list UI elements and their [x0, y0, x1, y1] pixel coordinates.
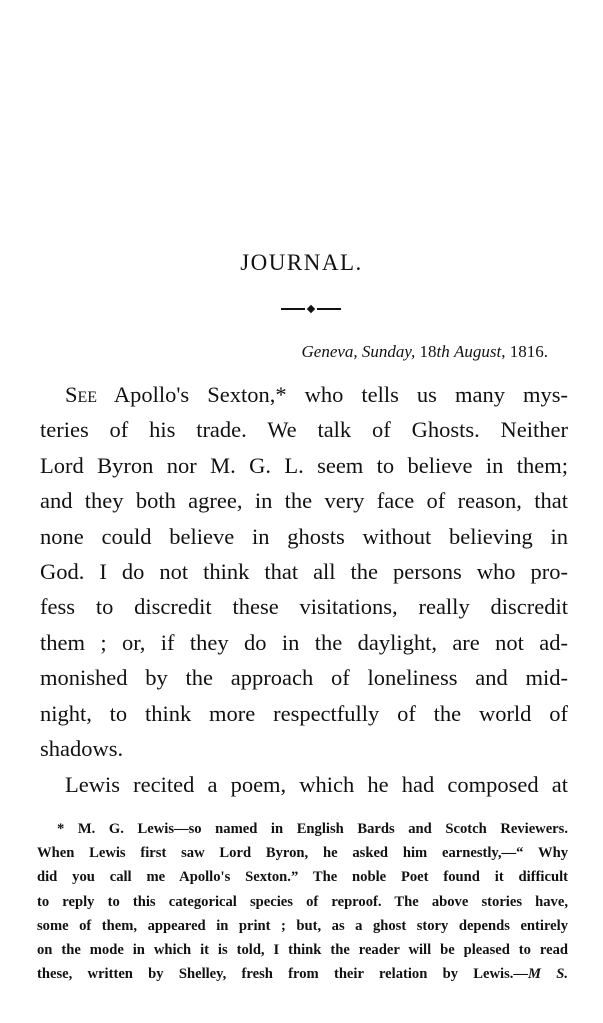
paragraph-line: See Apollo's Sexton,* who tells us many mys-: [65, 382, 568, 407]
dateline-day: Sunday: [361, 342, 412, 361]
drop-word: See: [65, 382, 98, 407]
paragraph-line: shadows.: [40, 735, 124, 761]
paragraph-line: Lord Byron nor M. G. L. seem to believe in them;: [40, 452, 568, 478]
footnote: [37, 817, 568, 986]
dateline-date-ordinal: th: [436, 342, 450, 361]
footnote-line-last: these, written by Shelley, fresh from their relation by Lewis.—M S.: [37, 966, 569, 983]
footnote-line: to reply to this categorical species of reproof. The above stories have,: [37, 893, 568, 910]
dateline-month: August: [454, 342, 502, 361]
footnote-line: some of them, appeared in print ; but, as a ghost story depends entirely: [37, 917, 568, 934]
footnote-line: did you call me Apollo's Sexton.” The noble Poet found it difficult: [37, 869, 568, 886]
paragraph-line: them ; or, if they do in the daylight, are not ad-: [40, 629, 568, 655]
footnote-line: on the mode in which it is told, I think the reader will be pleased to read: [37, 941, 568, 958]
ornament-rule-right: [317, 308, 341, 310]
title-ornament: [281, 306, 341, 312]
paragraph-line: God. I do not think that all the persons who pro-: [40, 558, 568, 584]
paragraph-line: teries of his trade. We talk of Ghosts. Neither: [40, 417, 568, 443]
footnote-line: When Lewis first saw Lord Byron, he asked him earnestly,—“ Why: [37, 845, 568, 862]
dateline: Geneva, Sunday, 18th August, 1816.: [301, 342, 548, 361]
body-paragraph-2: [40, 767, 568, 802]
footnote-dash: —: [513, 966, 528, 983]
paragraph-line: and they both agree, in the very face of reason, that: [40, 488, 568, 514]
footnote-signature: M S.: [528, 966, 569, 983]
ornament-diamond: [307, 305, 315, 313]
body-paragraph-1: [40, 377, 568, 766]
paragraph-line: none could believe in ghosts without believing in: [40, 523, 568, 549]
page-title: JOURNAL.: [240, 250, 363, 275]
dateline-year: 1816.: [509, 342, 548, 361]
paragraph-line: Lewis recited a poem, which he had composed at: [65, 772, 568, 797]
footnote-line: * M. G. Lewis—so named in English Bards and Scotch Reviewers.: [57, 821, 568, 837]
ornament-rule-left: [281, 308, 305, 310]
paragraph-line: night, to think more respectfully of the world of: [40, 700, 568, 726]
paragraph-line: monished by the approach of loneliness and mid-: [40, 665, 568, 691]
paragraph-line: fess to discredit these visitations, really discredit: [40, 594, 568, 620]
dateline-date-number: 18: [419, 342, 437, 361]
dateline-place: Geneva: [301, 342, 354, 361]
